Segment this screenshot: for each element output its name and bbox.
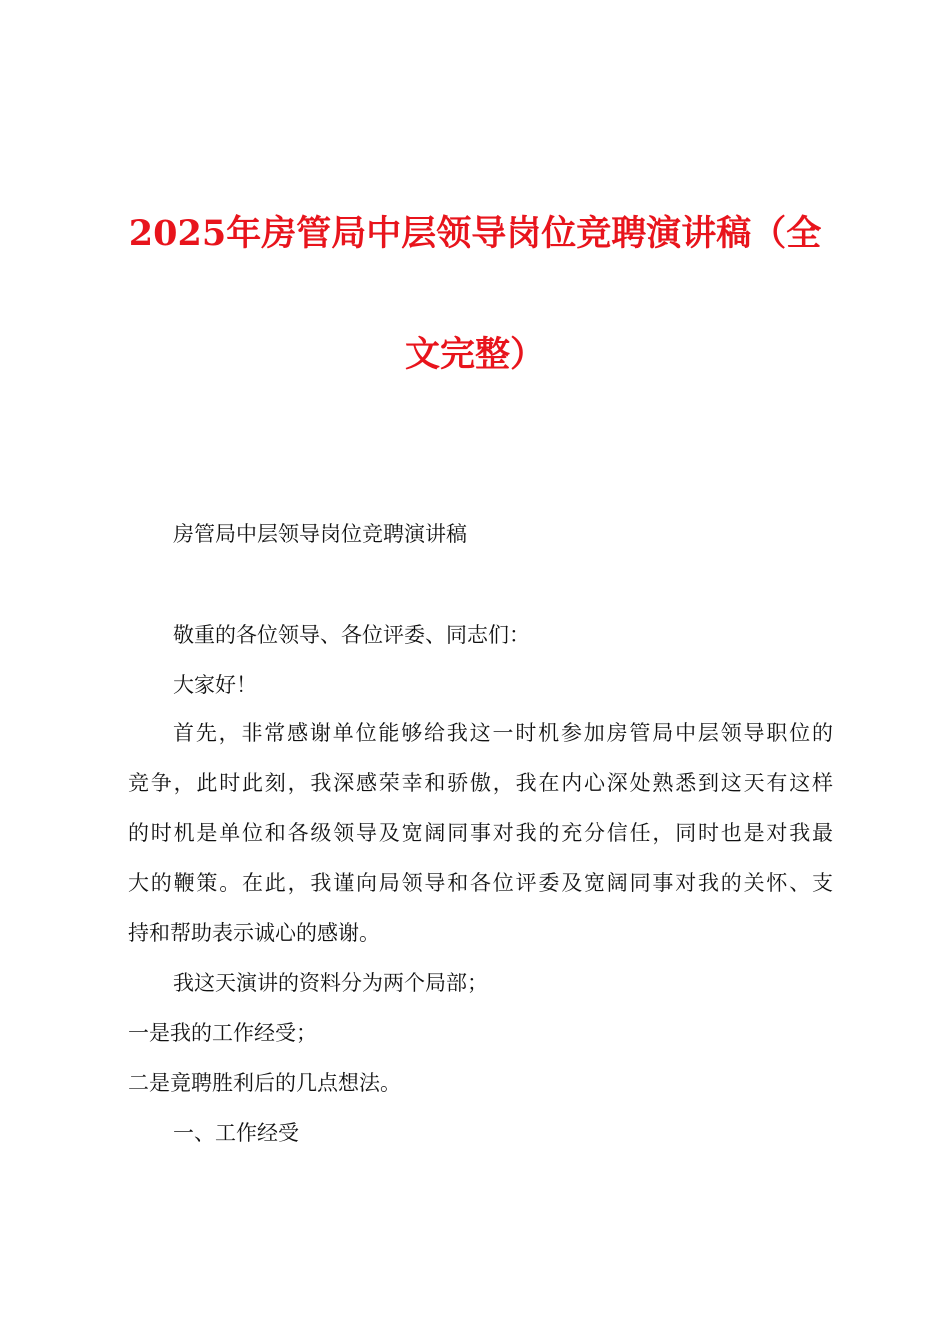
paragraph-1 <box>128 708 833 958</box>
paragraph-1-line: 持和帮助表示诚心的感谢。 <box>128 921 380 945</box>
paragraph-1-line: 首先，非常感谢单位能够给我这一时机参加房管局中层领导职位的 <box>173 721 833 745</box>
list-item-2: 二是竟聘胜利后的几点想法。 <box>128 1071 401 1095</box>
document-title-line-2: 文完整） <box>404 334 545 375</box>
document-title-line-1: 2025年房管局中层领导岗位竞聘演讲稿（全 <box>128 213 822 254</box>
paragraph-1-line: 大的鞭策。在此，我谨向局领导和各位评委及宽阔同事对我的关怀、支 <box>128 871 833 895</box>
greeting-line: 敬重的各位领导、各位评委、同志们： <box>173 623 530 647</box>
document-subtitle: 房管局中层领导岗位竞聘演讲稿 <box>173 522 467 546</box>
paragraph-2: 我这天演讲的资料分为两个局部； <box>173 971 488 995</box>
hello-line: 大家好！ <box>173 673 257 697</box>
paragraph-1-line: 的时机是单位和各级领导及宽阔同事对我的充分信任，同时也是对我最 <box>128 821 833 845</box>
section-heading-1: 一、工作经受 <box>173 1121 299 1145</box>
list-item-1: 一是我的工作经受； <box>128 1021 317 1045</box>
paragraph-1-line: 竞争，此时此刻，我深感荣幸和骄傲，我在内心深处熟悉到这天有这样 <box>128 771 833 795</box>
